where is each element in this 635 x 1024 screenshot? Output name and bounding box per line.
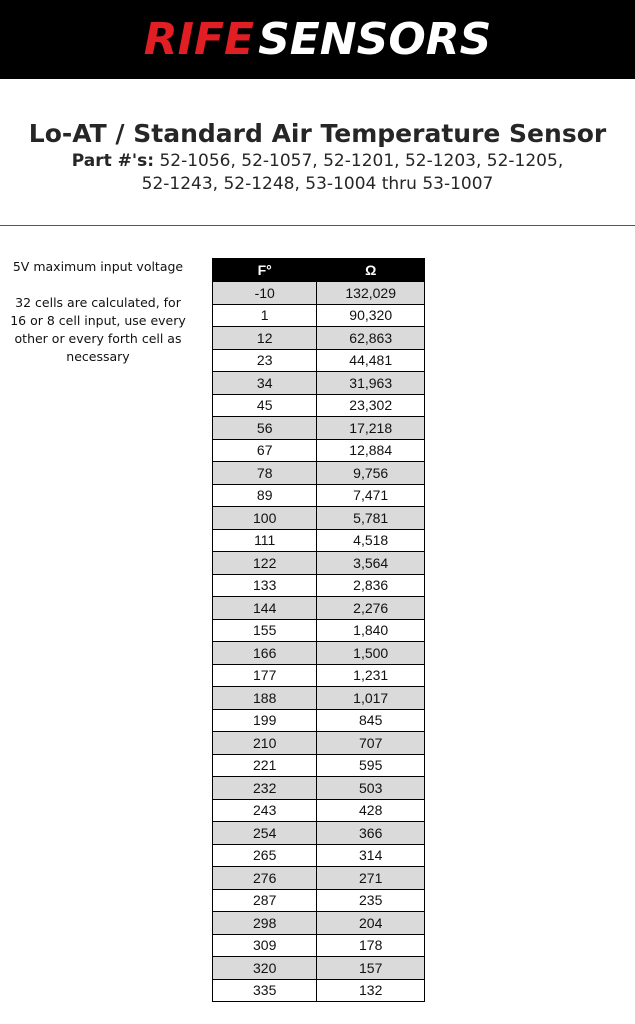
table-row bbox=[213, 597, 425, 620]
table-row bbox=[213, 642, 425, 665]
resistance-cell: 7,471 bbox=[317, 484, 425, 507]
page-title: Lo-AT / Standard Air Temperature Sensor bbox=[28, 119, 607, 148]
resistance-cell: 271 bbox=[317, 867, 425, 890]
resistance-cell: 132 bbox=[317, 979, 425, 1002]
temperature-cell: 89 bbox=[213, 484, 317, 507]
voltage-note: 5V maximum input voltage bbox=[12, 259, 184, 274]
resistance-cell: 314 bbox=[317, 844, 425, 867]
resistance-cell: 3,564 bbox=[317, 552, 425, 575]
resistance-cell: 2,836 bbox=[317, 574, 425, 597]
table-row bbox=[213, 552, 425, 575]
table-row bbox=[213, 484, 425, 507]
resistance-cell: 845 bbox=[317, 709, 425, 732]
resistance-column-header: Ω bbox=[317, 259, 425, 282]
temperature-cell: 34 bbox=[213, 372, 317, 395]
table-row bbox=[213, 507, 425, 530]
temperature-cell: 144 bbox=[213, 597, 317, 620]
cells-note: 32 cells are calculated, for 16 or 8 cell input, use every other or every forth cell as necessary bbox=[10, 295, 186, 364]
resistance-cell: 5,781 bbox=[317, 507, 425, 530]
table-row bbox=[213, 957, 425, 980]
table-row bbox=[213, 844, 425, 867]
table-row bbox=[213, 529, 425, 552]
table-row bbox=[213, 462, 425, 485]
temperature-cell: 122 bbox=[213, 552, 317, 575]
table-row bbox=[213, 822, 425, 845]
resistance-cell: 204 bbox=[317, 912, 425, 935]
temperature-cell: 177 bbox=[213, 664, 317, 687]
resistance-cell: 595 bbox=[317, 754, 425, 777]
resistance-cell: 1,017 bbox=[317, 687, 425, 710]
logo-rife-text: RIFE bbox=[143, 13, 255, 65]
divider-line bbox=[0, 225, 635, 226]
rife-sensors-logo bbox=[0, 0, 635, 79]
resistance-cell: 235 bbox=[317, 889, 425, 912]
resistance-cell: 9,756 bbox=[317, 462, 425, 485]
part-numbers-line-2: 52-1243, 52-1248, 53-1004 thru 53-1007 bbox=[141, 174, 494, 194]
resistance-cell: 2,276 bbox=[317, 597, 425, 620]
temperature-cell: 210 bbox=[213, 732, 317, 755]
part-numbers-label: Part #'s: bbox=[71, 151, 155, 171]
table-row bbox=[213, 979, 425, 1002]
part-numbers-line-1 bbox=[0, 150, 635, 173]
temperature-cell: 155 bbox=[213, 619, 317, 642]
table-row bbox=[213, 777, 425, 800]
note-spacer bbox=[10, 276, 186, 294]
temperature-cell: 335 bbox=[213, 979, 317, 1002]
part-numbers-list-1: 52-1056, 52-1057, 52-1201, 52-1203, 52-1205, bbox=[159, 151, 564, 171]
temperature-cell: 221 bbox=[213, 754, 317, 777]
temperature-cell: 309 bbox=[213, 934, 317, 957]
temperature-cell: 133 bbox=[213, 574, 317, 597]
table-row bbox=[213, 372, 425, 395]
temperature-cell: 45 bbox=[213, 394, 317, 417]
table-row bbox=[213, 282, 425, 305]
table-header-row bbox=[213, 259, 425, 282]
temperature-cell: 199 bbox=[213, 709, 317, 732]
title-block bbox=[0, 118, 635, 196]
table-row bbox=[213, 349, 425, 372]
temperature-cell: -10 bbox=[213, 282, 317, 305]
temperature-cell: 67 bbox=[213, 439, 317, 462]
resistance-cell: 707 bbox=[317, 732, 425, 755]
table-row bbox=[213, 867, 425, 890]
resistance-cell: 132,029 bbox=[317, 282, 425, 305]
table-row bbox=[213, 664, 425, 687]
resistance-cell: 1,840 bbox=[317, 619, 425, 642]
table-row bbox=[213, 574, 425, 597]
resistance-cell: 503 bbox=[317, 777, 425, 800]
temperature-cell: 276 bbox=[213, 867, 317, 890]
temperature-cell: 23 bbox=[213, 349, 317, 372]
resistance-cell: 178 bbox=[317, 934, 425, 957]
temperature-cell: 232 bbox=[213, 777, 317, 800]
table-body bbox=[213, 282, 425, 1002]
table-row bbox=[213, 754, 425, 777]
temperature-cell: 254 bbox=[213, 822, 317, 845]
notes-panel bbox=[10, 258, 186, 366]
temperature-cell: 12 bbox=[213, 327, 317, 350]
table-row bbox=[213, 799, 425, 822]
table-row bbox=[213, 889, 425, 912]
resistance-cell: 428 bbox=[317, 799, 425, 822]
resistance-cell: 23,302 bbox=[317, 394, 425, 417]
temperature-column-header: F° bbox=[213, 259, 317, 282]
table-row bbox=[213, 732, 425, 755]
temperature-cell: 265 bbox=[213, 844, 317, 867]
temperature-cell: 78 bbox=[213, 462, 317, 485]
temperature-cell: 188 bbox=[213, 687, 317, 710]
resistance-cell: 44,481 bbox=[317, 349, 425, 372]
table-row bbox=[213, 687, 425, 710]
table-row bbox=[213, 417, 425, 440]
resistance-cell: 157 bbox=[317, 957, 425, 980]
resistance-cell: 62,863 bbox=[317, 327, 425, 350]
temperature-cell: 111 bbox=[213, 529, 317, 552]
resistance-cell: 31,963 bbox=[317, 372, 425, 395]
temperature-cell: 243 bbox=[213, 799, 317, 822]
temperature-cell: 56 bbox=[213, 417, 317, 440]
temperature-cell: 287 bbox=[213, 889, 317, 912]
resistance-cell: 1,231 bbox=[317, 664, 425, 687]
table-row bbox=[213, 619, 425, 642]
table-row bbox=[213, 912, 425, 935]
resistance-cell: 12,884 bbox=[317, 439, 425, 462]
temperature-resistance-table bbox=[212, 258, 425, 1002]
table-row bbox=[213, 304, 425, 327]
logo-sensors-text: SENSORS bbox=[258, 13, 492, 65]
resistance-cell: 90,320 bbox=[317, 304, 425, 327]
resistance-cell: 366 bbox=[317, 822, 425, 845]
temperature-cell: 1 bbox=[213, 304, 317, 327]
resistance-cell: 4,518 bbox=[317, 529, 425, 552]
temperature-cell: 320 bbox=[213, 957, 317, 980]
table-row bbox=[213, 709, 425, 732]
resistance-cell: 1,500 bbox=[317, 642, 425, 665]
resistance-cell: 17,218 bbox=[317, 417, 425, 440]
temperature-cell: 100 bbox=[213, 507, 317, 530]
table-row bbox=[213, 394, 425, 417]
temperature-cell: 298 bbox=[213, 912, 317, 935]
temperature-cell: 166 bbox=[213, 642, 317, 665]
table-row bbox=[213, 439, 425, 462]
table-row bbox=[213, 327, 425, 350]
table-row bbox=[213, 934, 425, 957]
